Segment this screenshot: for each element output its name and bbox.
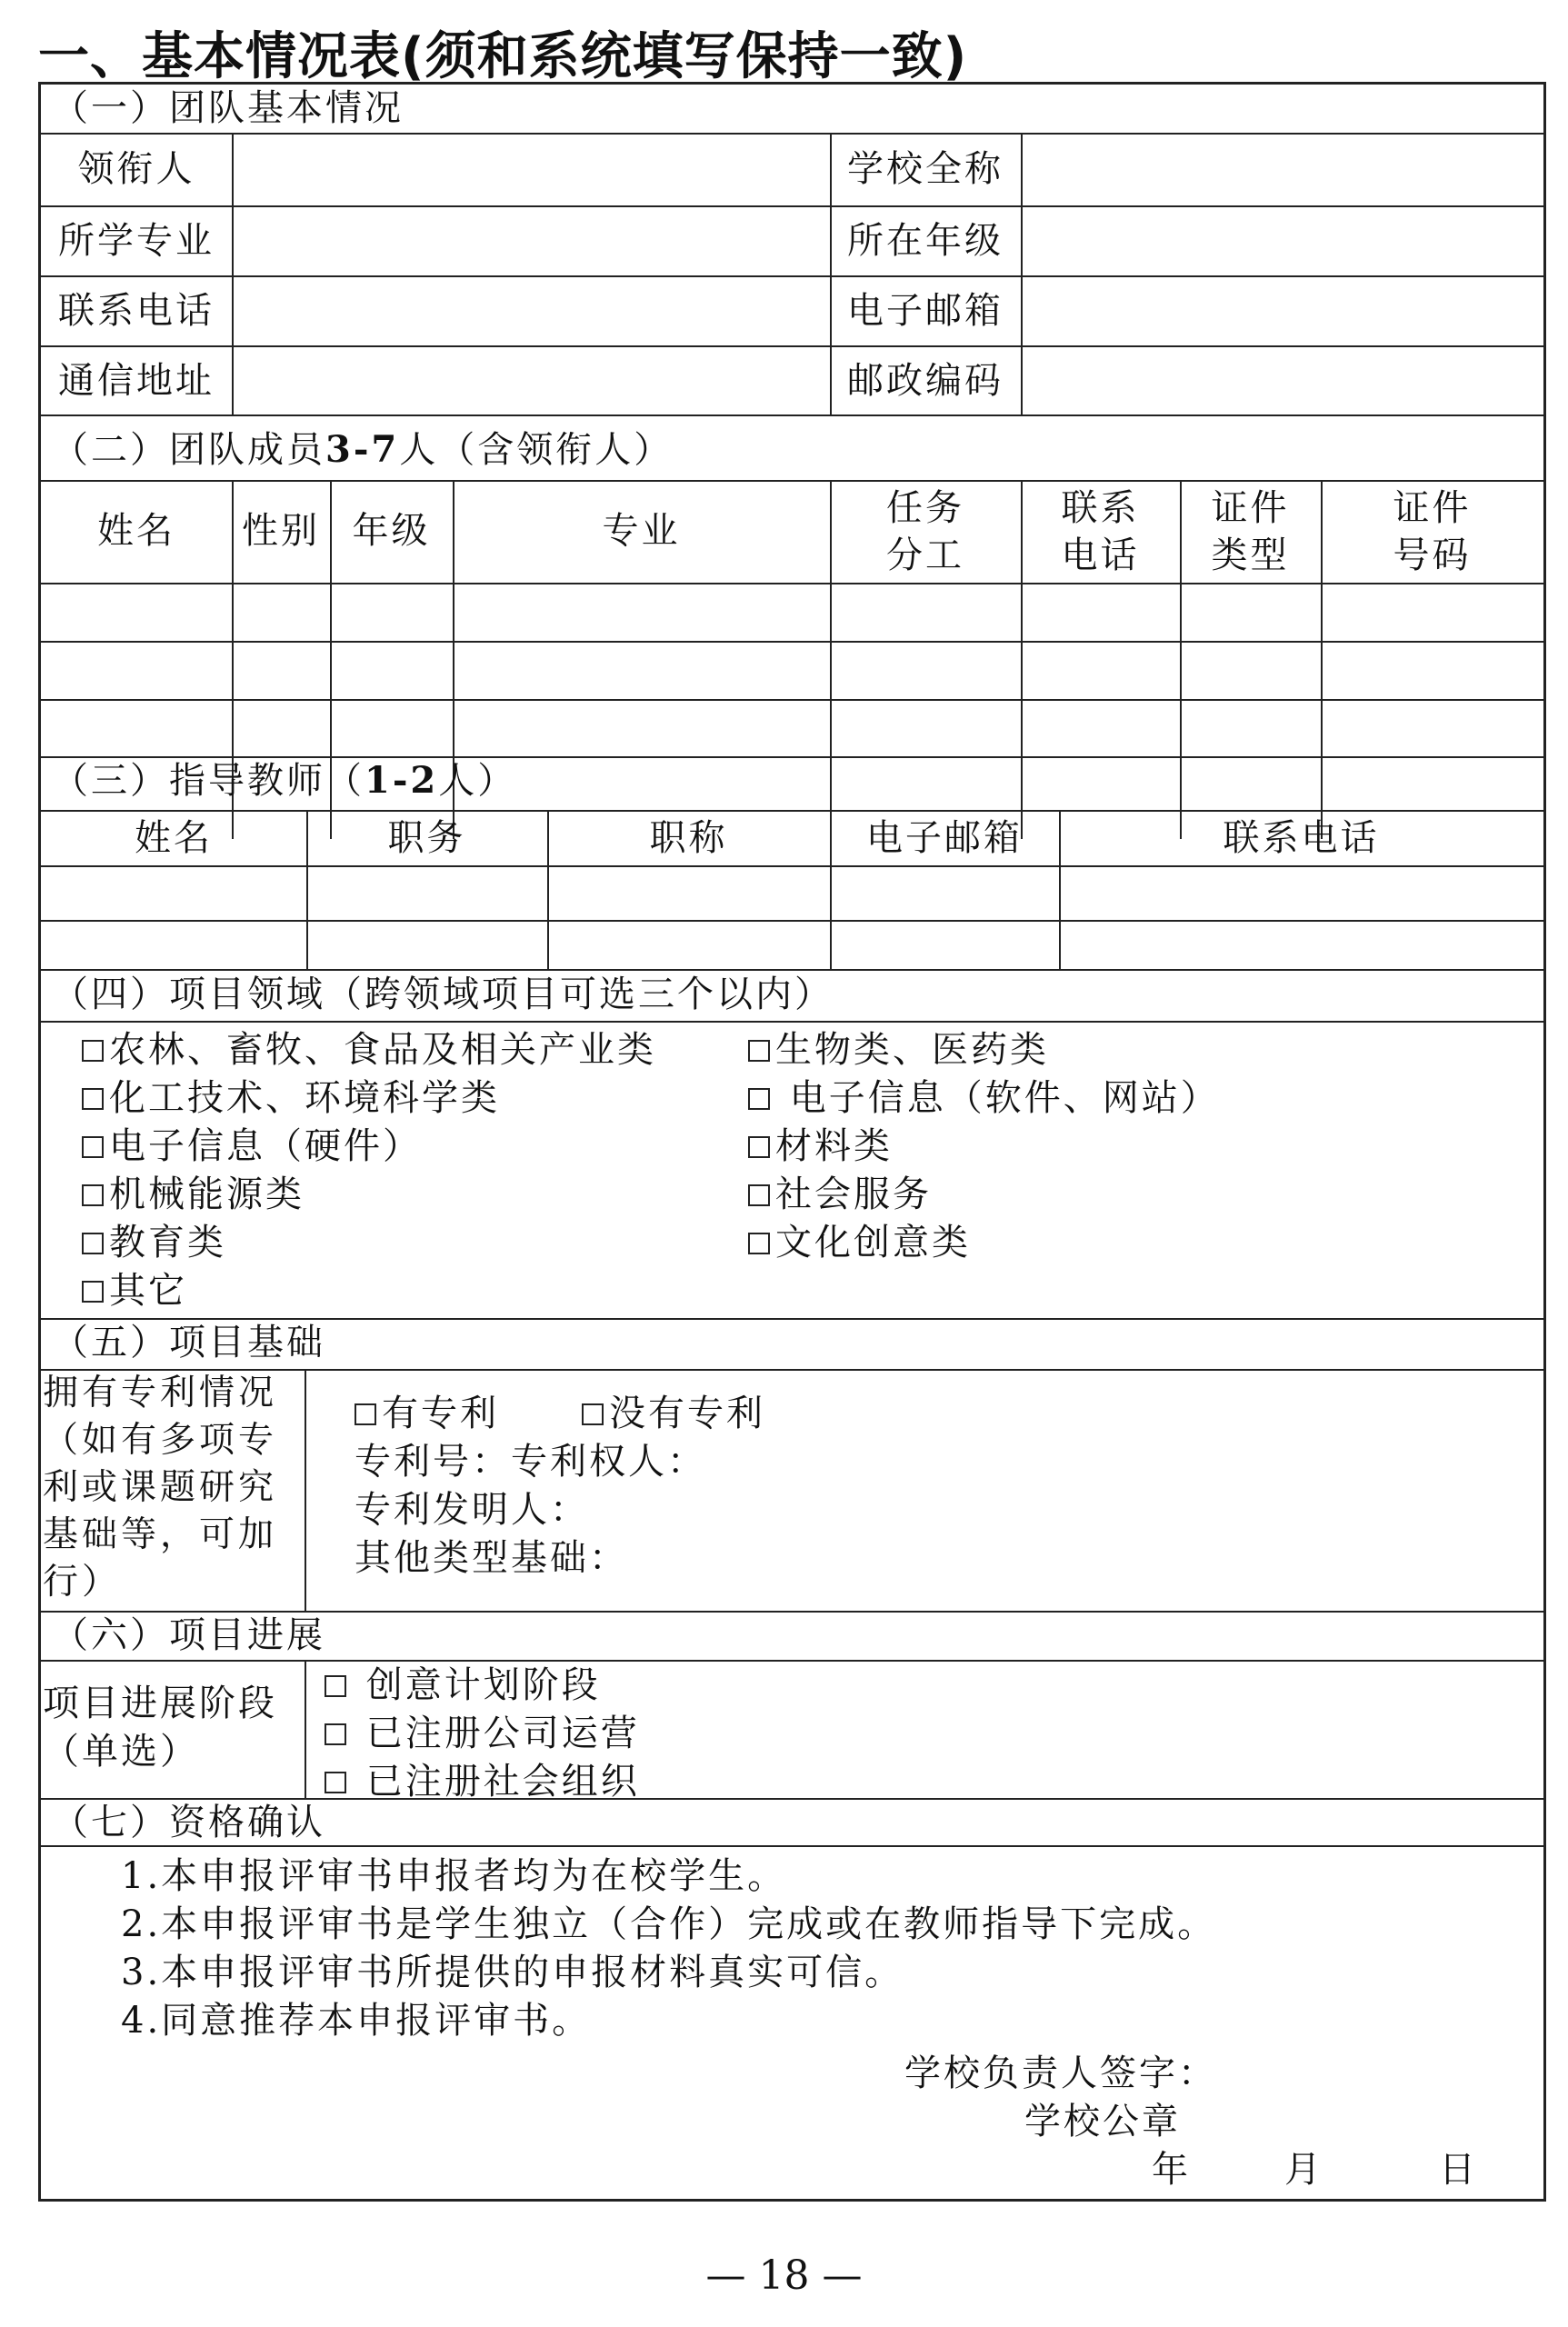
date-month: 月 (1284, 2149, 1323, 2191)
section-title-advisors-suffix: 人） (438, 760, 517, 802)
divider (305, 1369, 306, 1611)
school-seal-field: 学校公章 (1024, 2101, 1181, 2142)
field-option-label: 社会服务 (775, 1173, 932, 1215)
field-option[interactable] (82, 1123, 422, 1170)
checkbox-icon[interactable] (82, 1184, 104, 1206)
other-basis-field: 其他类型基础： (355, 1537, 628, 1579)
field-option-label: 文化创意类 (775, 1222, 971, 1263)
checkbox-icon[interactable] (582, 1403, 604, 1425)
section-title-basis: （五）项目基础 (52, 1322, 325, 1363)
advisor-phone-header: 联系电话 (1223, 817, 1380, 859)
has-patent-label: 有专利 (382, 1393, 499, 1434)
field-option-label: 化工技术、环境科学类 (109, 1077, 500, 1119)
qualification-item: 3.本申报评审书所提供的申报材料真实可信。 (121, 1952, 904, 1993)
page-number: — 18 — (705, 2252, 863, 2299)
postcode-label: 邮政编码 (847, 360, 1004, 402)
divider (41, 1660, 1543, 1662)
progress-option[interactable] (325, 1758, 640, 1805)
basis-label: 行） (43, 1562, 122, 1603)
divider (305, 1660, 306, 1798)
advisor-email-header: 电子邮箱 (866, 817, 1023, 859)
divider (41, 699, 1543, 701)
checkbox-icon[interactable] (82, 1040, 104, 1062)
checkbox-icon[interactable] (82, 1088, 104, 1110)
patent-number-field: 专利号：专利权人： (355, 1441, 706, 1483)
major-label: 所学专业 (58, 220, 215, 262)
field-option-label: 电子信息（软件、网站） (775, 1077, 1220, 1119)
section-title-team: （一）团队基本情况 (52, 87, 404, 129)
date-year: 年 (1152, 2149, 1191, 2191)
member-phone-header: 联系 (1061, 487, 1140, 529)
field-option[interactable] (82, 1267, 187, 1314)
field-option[interactable] (748, 1026, 1049, 1074)
email-label: 电子邮箱 (847, 290, 1004, 332)
divider (41, 1021, 1543, 1023)
divider (41, 480, 1543, 482)
member-grade-header: 年级 (352, 510, 431, 552)
divider (41, 583, 1543, 584)
date-day: 日 (1439, 2149, 1478, 2191)
member-phone-header: 电话 (1061, 534, 1140, 576)
advisor-count: 1-2 (365, 759, 439, 802)
progress-option-label: 创意计划阶段 (352, 1664, 601, 1706)
divider (232, 133, 234, 414)
radio-icon[interactable] (325, 1772, 346, 1793)
member-gender-header: 性别 (242, 510, 320, 552)
basis-label: 基础等，可加 (43, 1514, 278, 1555)
advisor-name-header: 姓名 (135, 817, 213, 859)
has-patent-option[interactable] (355, 1390, 499, 1437)
patent-inventor-field: 专利发明人： (355, 1489, 589, 1531)
basis-label: 利或课题研究 (43, 1467, 278, 1508)
field-option-label: 教育类 (109, 1222, 226, 1263)
basis-label: 拥有专利情况 (43, 1373, 278, 1413)
basis-label: （如有多项专 (43, 1420, 278, 1461)
divider (41, 414, 1543, 416)
member-idtype-header: 类型 (1211, 534, 1290, 576)
member-idno-header: 证件 (1393, 487, 1472, 529)
school-label: 学校全称 (847, 148, 1004, 190)
section-title-advisors (52, 757, 516, 804)
section-title-qualification: （七）资格确认 (52, 1802, 325, 1843)
divider (41, 275, 1543, 277)
checkbox-icon[interactable] (82, 1136, 104, 1158)
application-form (38, 82, 1546, 2202)
field-option[interactable] (82, 1219, 226, 1266)
divider (1021, 133, 1023, 414)
qualification-item: 2.本申报评审书是学生独立（合作）完成或在教师指导下完成。 (121, 1903, 1217, 1945)
field-option-label: 农林、畜牧、食品及相关产业类 (109, 1029, 656, 1071)
field-option-label: 材料类 (775, 1125, 893, 1167)
page-title: 一、基本情况表(须和系统填写保持一致) (38, 27, 968, 86)
no-patent-option[interactable] (582, 1390, 765, 1437)
divider (41, 205, 1543, 207)
progress-option-label: 已注册社会组织 (352, 1761, 640, 1803)
section-title-members (52, 426, 673, 474)
phone-label: 联系电话 (58, 290, 215, 332)
qualification-item: 1.本申报评审书申报者均为在校学生。 (121, 1855, 787, 1897)
field-option[interactable] (748, 1074, 1220, 1122)
progress-label: 项目进展阶段 (43, 1683, 277, 1724)
section-title-members-suffix: 人（含领衔人） (399, 429, 674, 471)
field-option[interactable] (82, 1171, 305, 1218)
member-count: 3-7 (325, 428, 400, 471)
progress-option-label: 已注册公司运营 (352, 1713, 640, 1754)
signature-field: 学校负责人签字： (904, 2052, 1217, 2094)
checkbox-icon[interactable] (82, 1281, 104, 1303)
address-label: 通信地址 (58, 360, 215, 402)
field-option[interactable] (82, 1074, 500, 1122)
member-name-header: 姓名 (97, 510, 175, 552)
field-option[interactable] (748, 1123, 893, 1170)
field-option-label: 生物类、医药类 (775, 1029, 1049, 1071)
section-title-progress: （六）项目进展 (52, 1614, 325, 1656)
divider (41, 133, 1543, 135)
progress-option[interactable] (325, 1710, 640, 1757)
grade-label: 所在年级 (847, 220, 1004, 262)
checkbox-icon[interactable] (82, 1233, 104, 1254)
field-option-label: 机械能源类 (109, 1173, 305, 1215)
checkbox-icon[interactable] (355, 1403, 376, 1425)
divider (41, 810, 1543, 812)
checkbox-icon[interactable] (748, 1184, 770, 1206)
divider (41, 345, 1543, 347)
checkbox-icon[interactable] (748, 1233, 770, 1254)
no-patent-label: 没有专利 (609, 1393, 765, 1434)
member-task-header: 分工 (886, 534, 964, 576)
section-title-advisors-prefix: （三）指导教师（ (52, 760, 365, 802)
checkbox-icon[interactable] (748, 1136, 770, 1158)
progress-option[interactable] (325, 1662, 601, 1709)
checkbox-icon[interactable] (748, 1088, 770, 1110)
divider (41, 920, 1543, 922)
field-option-label: 其它 (109, 1270, 187, 1312)
qualification-item: 4.同意推荐本申报评审书。 (121, 2000, 592, 2042)
member-task-header: 任务 (886, 487, 964, 529)
member-idtype-header: 证件 (1211, 487, 1290, 529)
advisor-position-header: 职务 (387, 817, 466, 859)
field-option[interactable] (748, 1219, 971, 1266)
divider (41, 641, 1543, 643)
leader-label: 领衔人 (77, 148, 195, 190)
checkbox-icon[interactable] (748, 1040, 770, 1062)
member-major-header: 专业 (602, 510, 681, 552)
divider (41, 865, 1543, 867)
field-option[interactable] (82, 1026, 656, 1074)
progress-label: （单选） (43, 1731, 199, 1773)
radio-icon[interactable] (325, 1675, 346, 1697)
member-idno-header: 号码 (1393, 534, 1472, 576)
advisor-title-header: 职称 (649, 817, 728, 859)
field-option-label: 电子信息（硬件） (109, 1125, 422, 1167)
section-title-members-prefix: （二）团队成员 (52, 429, 325, 471)
radio-icon[interactable] (325, 1723, 346, 1745)
section-title-fields: （四）项目领域（跨领域项目可选三个以内） (52, 974, 834, 1015)
field-option[interactable] (748, 1171, 932, 1218)
